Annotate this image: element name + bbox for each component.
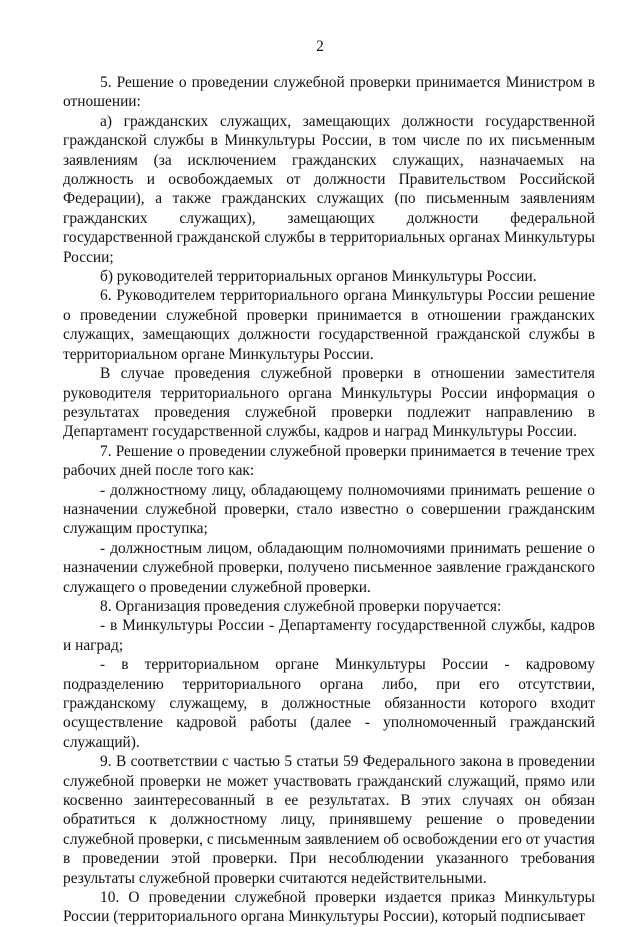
paragraph-9-conflict: 9. В соответствии с частью 5 статьи 59 Федерального закона в проведении служебной проверки не может участвовать гражданский служащий, прямо или косвенно заинтересованный в ее результатах. В этих случаях он обязан обратиться к должностному лицу, принявшему решение о проведении служебной проверки, с письменным заявлением об освобождении его от участия в проведении этой проверки. При несоблюдении указанного требования результаты служебной проверки считаются недействительными. — [63, 753, 595, 887]
paragraph-5-decision: 5. Решение о проведении служебной проверки принимается Министром в отношении: — [63, 74, 595, 111]
document-body — [63, 73, 595, 927]
paragraph-5a-civil-servants: а) гражданских служащих, замещающих должности государственной гражданской службы в Минкультуры России, в том числе по их письменным заявлениям (за исключением гражданских служащих, назначаемых на должность и освобождаемых от должности Правительством Российской Федерации), а также гражданских служащих (по письменным заявлениям гражданских служащих), замещающих должности федеральной государственной гражданской службы в территориальных органах Минкультуры России; — [63, 112, 595, 266]
paragraph-6-territorial-head: 6. Руководителем территориального органа Минкультуры России решение о проведении служебной проверки принимается в отношении гражданских служащих, замещающих должности государственной гражданской службы в территориальном органе Минкультуры России. — [63, 287, 595, 363]
paragraph-7-item-2: - должностным лицом, обладающим полномочиями принимать решение о назначении служебной проверки, получено письменное заявление гражданского служащего о проведении служебной проверки. — [63, 539, 595, 596]
paragraph-7-timing: 7. Решение о проведении служебной проверки принимается в течение трех рабочих дней после того как: — [63, 442, 595, 480]
paragraph-6-deputy: В случае проведения служебной проверки в отношении заместителя руководителя территориального органа Минкультуры России информация о результатах проведения служебной проверки подлежит направлению в Департамент государственной службы, кадров и наград Минкультуры России. — [63, 365, 595, 441]
paragraph-5b-heads: б) руководителей территориальных органов Минкультуры России. — [100, 268, 537, 286]
paragraph-8-item-1: - в Минкультуры России - Департаменту государственной службы, кадров и наград; — [63, 617, 595, 654]
paragraph-10-order: 10. О проведении служебной проверки издается приказ Минкультуры России (территориального органа Минкультуры России), который подписывает — [63, 889, 595, 926]
paragraph-7-item-1: - должностному лицу, обладающему полномочиями принимать решение о назначении служебной проверки, стало известно о совершении гражданским служащим проступка; — [63, 481, 595, 538]
page-number: 2 — [316, 38, 324, 55]
paragraph-8-organization: 8. Организация проведения служебной проверки поручается: — [100, 597, 502, 615]
paragraph-8-item-2: - в территориальном органе Минкультуры России - кадровому подразделению территориального органа либо, при его отсутствии, гражданскому служащему, в должностные обязанности которого входит осуществление кадровой работы (далее - уполномоченный гражданский служащий). — [63, 656, 595, 751]
